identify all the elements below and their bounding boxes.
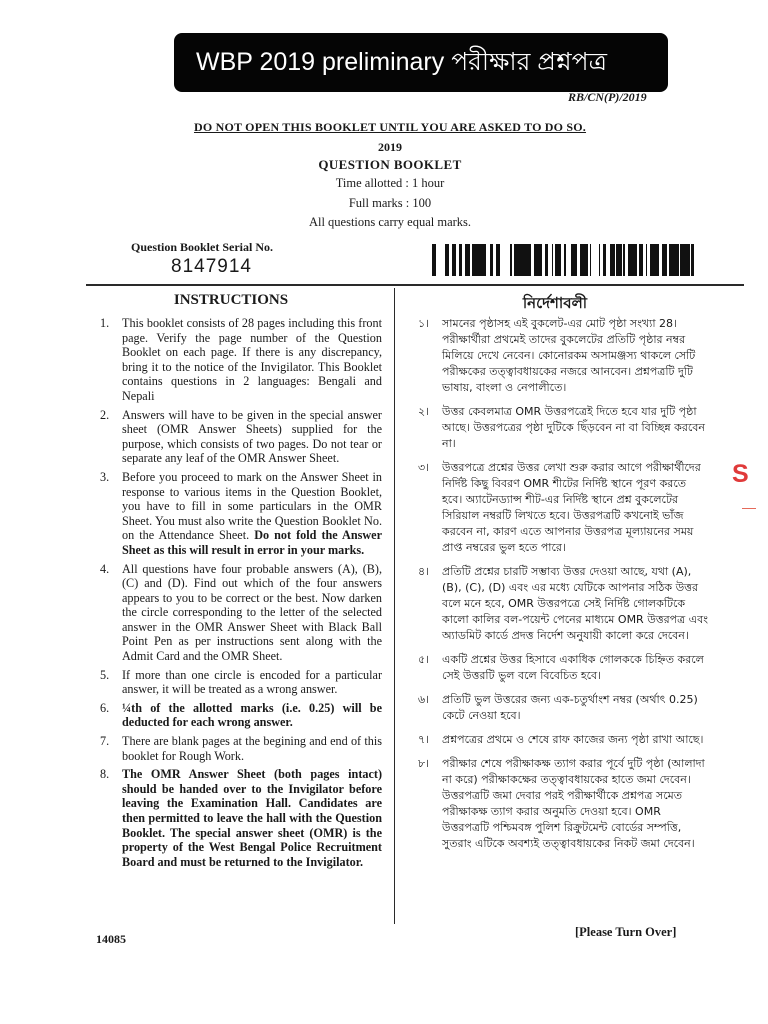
instruction-item xyxy=(418,652,708,684)
bengali-instructions-list xyxy=(418,316,708,860)
barcode-bar xyxy=(617,244,619,276)
barcode-bar xyxy=(466,244,467,276)
instruction-body: Answers will have to be given in the special answer sheet (OMR Answer Sheets) supplied for the purpose, which consists of two pages. Do not tear or separate any leaf of the OMR Answer Sheet. xyxy=(122,407,382,466)
instruction-text xyxy=(442,732,708,748)
barcode-bar xyxy=(616,244,617,276)
title-banner: WBP 2019 preliminary পরীক্ষার প্রশ্নপত্র xyxy=(174,33,668,92)
barcode-bar xyxy=(452,244,453,276)
barcode-bar xyxy=(603,244,605,276)
instruction-text xyxy=(442,652,708,684)
instruction-number: 8. xyxy=(100,767,110,782)
barcode-bar xyxy=(669,244,672,276)
barcode-bar xyxy=(434,244,435,276)
barcode-bar xyxy=(662,244,663,276)
barcode-bar xyxy=(612,244,613,276)
instruction-number: ৮। xyxy=(418,757,430,770)
barcode-bar xyxy=(691,244,693,276)
instruction-item xyxy=(418,756,708,852)
barcode-bar xyxy=(664,244,667,276)
barcode-bar xyxy=(432,244,434,276)
barcode-bar xyxy=(447,244,449,276)
barcode-bar xyxy=(467,244,468,276)
barcode-bar xyxy=(613,244,615,276)
barcode-bar xyxy=(605,244,606,276)
instruction-number: ৭। xyxy=(418,733,430,746)
barcode-bar xyxy=(479,244,482,276)
barcode-bar xyxy=(490,244,493,276)
instruction-item xyxy=(418,564,708,644)
barcode-bar xyxy=(529,244,530,276)
instruction-emphasis: Do not fold the Answer Sheet as this will result in error in your marks. xyxy=(122,528,382,557)
instruction-item xyxy=(418,316,708,396)
instruction-body: উত্তরপত্রে প্রশ্নের উত্তর লেখা শুরু করার আগে পরীক্ষার্থীদের নির্দিষ্ট কিছু বিবরণ OMR শীটের নির্দিষ্ট স্থানে পূরণ করতে হবে। অ্যাটেনড্যান্স শীট-এর নির্দিষ্ট স্থানে প্রশ্ন বুকলেটের সিরিয়াল নম্বরটি লিখতে হবে। উত্তরপত্রটি কখনোই ভাঁজ করবেন না, কারণ এতে আপনার উত্তরপত্র মূল্যায়নের সময় প্রাপ্ত নম্বরের ভুল হতে পারে। xyxy=(442,461,701,554)
instruction-body: একটি প্রশ্নের উত্তর হিসাবে একাধিক গোলককে চিহ্নিত করলে সেই উত্তরটি ভুল বলে বিবেচিত হবে। xyxy=(442,653,704,682)
instruction-text xyxy=(122,408,382,466)
instruction-body: Before you proceed to mark on the Answer Sheet in response to various items in the Question Booklet, you have to fill in some particulars in the OMR Sheet. You must also write the Question Booklet No. on the Attendance Sheet. xyxy=(122,469,382,543)
instruction-number: 3. xyxy=(100,469,110,484)
barcode-bar xyxy=(572,244,573,276)
instruction-item xyxy=(100,734,382,763)
barcode-bar xyxy=(599,244,600,276)
barcode-bar xyxy=(657,244,659,276)
barcode-bar xyxy=(482,244,484,276)
instruction-item xyxy=(100,701,382,730)
instruction-number: ৬। xyxy=(418,693,430,706)
barcode-bar xyxy=(677,244,679,276)
barcode-bar xyxy=(635,244,636,276)
barcode-bar xyxy=(631,244,634,276)
barcode-bar xyxy=(684,244,687,276)
equal-marks-note: All questions carry equal marks. xyxy=(308,215,472,229)
barcode-bar xyxy=(527,244,529,276)
instruction-number: ৫। xyxy=(418,653,430,666)
booklet-title: QUESTION BOOKLET xyxy=(318,157,462,172)
barcode-bar xyxy=(526,244,527,276)
instruction-item xyxy=(418,692,708,724)
instruction-body: প্রতিটি প্রশ্নের চারটি সম্ভাব্য উত্তর দেওয়া আছে, যথা (A), (B), (C), (D) এবং এর মধ্যে যেটিকে আপনার সঠিক উত্তর বলে মনে হবে, OMR উত্তরপত্রে সেই নির্দিষ্ট গোলকটিকে কালো কালির বল-পয়েন্ট পেনের মাধ্যমে OMR উত্তরপত্র এবং অ্যাডমিট কার্ডে প্রদত্ত নির্দেশ অনুযায়ী কালো করে দেবেন। xyxy=(442,565,708,642)
barcode-bar xyxy=(510,244,512,276)
barcode-bar xyxy=(472,244,475,276)
barcode-bar xyxy=(583,244,585,276)
document-code: RB/CN(P)/2019 xyxy=(568,90,647,104)
barcode-bar xyxy=(646,244,647,276)
barcode-bar xyxy=(687,244,690,276)
instruction-text xyxy=(442,404,708,452)
barcode-bar xyxy=(453,244,456,276)
instruction-body: সামনের পৃষ্ঠাসহ এই বুকলেট-এর মোট পৃষ্ঠা সংখ্যা 28। পরীক্ষার্থীরা প্রথমেই তাদের বুকলেটের প্রতিটি পৃষ্ঠার নম্বর মিলিয়ে দেখে নেবেন। কোনোরকম অসামঞ্জস্য থাকলে সেটি পরীক্ষকের তত্ত্বাবধায়কের নজরে আনবেন। প্রশ্নপত্রটি দুটি ভাষায়, বাংলা ও নেপালীতে। xyxy=(442,317,696,394)
barcode-bar xyxy=(619,244,622,276)
barcode-bar xyxy=(535,244,538,276)
instruction-text xyxy=(122,470,382,558)
barcode-bar xyxy=(435,244,436,276)
barcode-bar xyxy=(538,244,541,276)
instruction-text xyxy=(122,734,382,763)
instruction-number: ৩। xyxy=(418,461,430,474)
barcode-bar xyxy=(514,244,516,276)
barcode-bar xyxy=(653,244,655,276)
barcode-bar xyxy=(530,244,531,276)
barcode-bar xyxy=(571,244,572,276)
barcode-bar xyxy=(650,244,653,276)
barcode-bar xyxy=(534,244,535,276)
instruction-body: If more than one circle is encoded for a particular answer, it will be treated as a wrong answer. xyxy=(122,667,382,697)
barcode-bar xyxy=(475,244,477,276)
instruction-item xyxy=(100,668,382,697)
instruction-text xyxy=(122,316,382,404)
barcode-bar xyxy=(634,244,635,276)
barcode-bar xyxy=(558,244,561,276)
instruction-item xyxy=(418,404,708,452)
barcode-bar xyxy=(636,244,637,276)
barcode-image xyxy=(432,244,694,276)
barcode-bar xyxy=(655,244,657,276)
instruction-number: 5. xyxy=(100,667,110,682)
exam-year: 2019 xyxy=(378,140,402,154)
instructions-heading: INSTRUCTIONS xyxy=(173,292,289,308)
footer-code: 14085 xyxy=(96,932,126,946)
barcode-bar xyxy=(590,244,591,276)
instruction-body: উত্তর কেবলমাত্র OMR উত্তরপত্রেই দিতে হবে যার দুটি পৃষ্ঠা আছে। উত্তরপত্রের পৃষ্ঠা দুটিকে ছিঁড়বেন না বা বিচ্ছিন্ন করবেন না। xyxy=(442,405,705,450)
instruction-number: ৪। xyxy=(418,565,430,578)
barcode-bar xyxy=(585,244,588,276)
barcode-bar xyxy=(547,244,548,276)
barcode-bar xyxy=(693,244,694,276)
bengali-instructions-heading: নির্দেশাবলী xyxy=(522,294,588,312)
instruction-item xyxy=(100,470,382,558)
barcode-bar xyxy=(541,244,542,276)
instruction-item xyxy=(418,460,708,556)
barcode-bar xyxy=(573,244,575,276)
serial-number: 8147914 xyxy=(171,256,252,277)
barcode-bar xyxy=(623,244,625,276)
instruction-item xyxy=(418,732,708,748)
instruction-number: 7. xyxy=(100,734,110,749)
instruction-item xyxy=(100,408,382,466)
instruction-body: This booklet consists of 28 pages including this front page. Verify the page number of the Question Booklet on each page. If there is any discrepancy, bring it to the notice of the Invigilator. This Booklet contains questions in 2 languages: Bengali and Nepali xyxy=(122,316,382,403)
instruction-number: ১। xyxy=(418,317,430,330)
instruction-text xyxy=(442,460,708,556)
barcode-bar xyxy=(672,244,675,276)
time-allotted: Time allotted : 1 hour xyxy=(335,176,445,190)
instruction-number: 6. xyxy=(100,700,110,715)
instruction-item xyxy=(100,562,382,664)
side-mark xyxy=(742,508,756,509)
barcode-bar xyxy=(496,244,497,276)
side-letter: S xyxy=(732,460,749,488)
barcode-bar xyxy=(468,244,470,276)
barcode-bar xyxy=(445,244,447,276)
barcode-bar xyxy=(519,244,522,276)
header-divider xyxy=(86,284,744,286)
barcode-bar xyxy=(484,244,486,276)
barcode-bar xyxy=(459,244,462,276)
barcode-bar xyxy=(555,244,558,276)
instruction-text xyxy=(442,564,708,644)
warning-text: DO NOT OPEN THIS BOOKLET UNTIL YOU ARE ASKED TO DO SO. xyxy=(193,120,587,134)
barcode-bar xyxy=(545,244,547,276)
barcode-bar xyxy=(628,244,631,276)
barcode-bar xyxy=(610,244,612,276)
instruction-number: 4. xyxy=(100,561,110,576)
barcode-bar xyxy=(663,244,664,276)
please-turn-over: [Please Turn Over] xyxy=(575,925,677,939)
barcode-bar xyxy=(640,244,641,276)
barcode-bar xyxy=(639,244,640,276)
instruction-body: পরীক্ষার শেষে পরীক্ষাকক্ষ ত্যাগ করার পূর্বে দুটি পৃষ্ঠা (আলাদা না করে) পরীক্ষাকক্ষের তত্ত্বাবধায়কের হাতে জমা দেবেন। উত্তরপত্রটি জমা দেবার পরই পরীক্ষার্থীকে প্রশ্নপত্র সমেত পরীক্ষাকক্ষ ত্যাগ করার অনুমতি দেওয়া হবে। OMR উত্তরপত্রটি পশ্চিমবঙ্গ পুলিশ রিক্রুটমেন্ট বোর্ডের সম্পত্তি, সুতরাং এটিকে অবশ্যই তত্ত্বাবধায়কের নিকট জমা দেবেন। xyxy=(442,757,705,850)
barcode-bar xyxy=(641,244,643,276)
barcode-bar xyxy=(523,244,526,276)
instruction-emphasis: ¼th of the allotted marks (i.e. 0.25) will be deducted for each wrong answer. xyxy=(122,700,382,730)
instruction-body: প্রতিটি ভুল উত্তরের জন্য এক-চতুর্থাংশ নম্বর (অর্থাৎ 0.25) কেটে নেওয়া হবে। xyxy=(442,693,698,722)
instruction-body: প্রশ্নপত্রের প্রথমে ও শেষে রাফ কাজের জন্য পৃষ্ঠা রাখা আছে। xyxy=(442,733,704,746)
instruction-text xyxy=(442,316,708,396)
english-instructions-list xyxy=(100,316,382,873)
barcode-bar xyxy=(522,244,523,276)
barcode-bar xyxy=(552,244,553,276)
barcode-bar xyxy=(465,244,466,276)
instruction-text xyxy=(122,668,382,697)
instruction-text xyxy=(122,562,382,664)
instruction-number: ২। xyxy=(418,405,430,418)
barcode-bar xyxy=(675,244,676,276)
instruction-text xyxy=(122,701,382,730)
barcode-bar xyxy=(575,244,577,276)
barcode-bar xyxy=(477,244,479,276)
instruction-text xyxy=(442,756,708,852)
full-marks: Full marks : 100 xyxy=(348,196,432,210)
column-divider xyxy=(394,288,395,924)
barcode-bar xyxy=(676,244,677,276)
instruction-text xyxy=(442,692,708,724)
serial-number-label: Question Booklet Serial No. xyxy=(131,240,274,254)
instruction-emphasis: The OMR Answer Sheet (both pages intact) should be handed over to the Invigilator before leaving the Examination Hall. Candidates are then permitted to leave the hall with the Question Booklet. The special answer sheet (OMR) is the property of the West Bengal Police Recruitment Board and must be returned to the Invigilator. xyxy=(122,767,382,869)
instruction-number: 1. xyxy=(100,316,110,330)
instruction-item xyxy=(100,767,382,869)
instruction-body: All questions have four probable answers (A), (B), (C) and (D). Find out which of the four answers appears to you to be correct or the best. Now darken the circle corresponding to the letter of the selected answer in the OMR Answer Sheet with Black Ball Point Pen as per instructions sent along with the Admit Card and the OMR Sheet. xyxy=(122,561,382,664)
instruction-item xyxy=(100,316,382,404)
instruction-number: 2. xyxy=(100,407,110,422)
barcode-bar xyxy=(580,244,583,276)
instruction-body: There are blank pages at the begining and end of this booklet for Rough Work. xyxy=(122,734,382,763)
barcode-bar xyxy=(564,244,566,276)
barcode-bar xyxy=(683,244,684,276)
instruction-text xyxy=(122,767,382,869)
barcode-bar xyxy=(516,244,519,276)
barcode-bar xyxy=(680,244,683,276)
barcode-bar xyxy=(497,244,500,276)
